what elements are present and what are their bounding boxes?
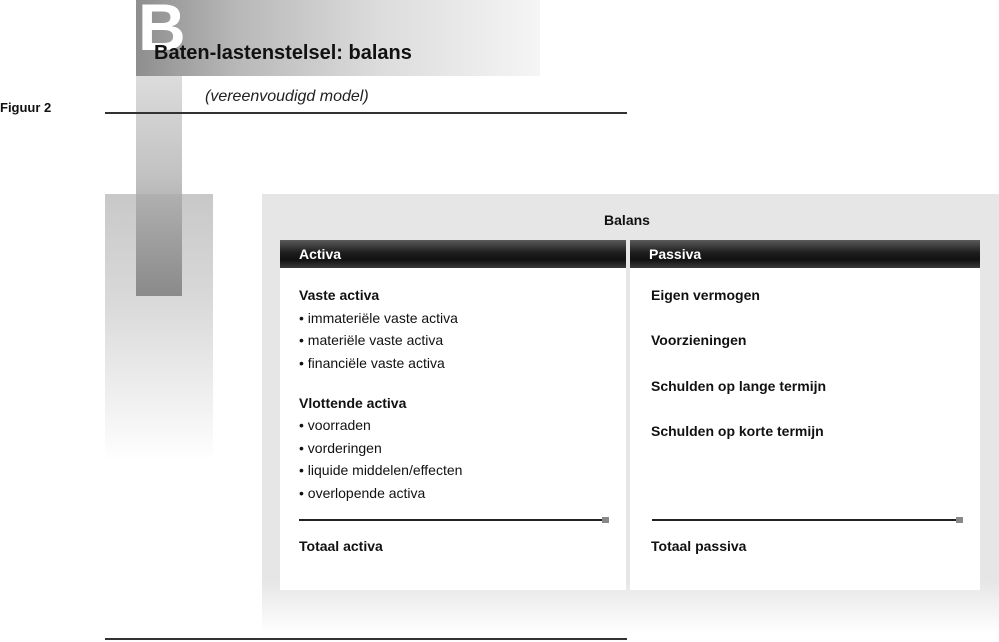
top-divider [105, 112, 627, 114]
passiva-item-voorzieningen: Voorzieningen [651, 332, 747, 348]
list-item: • immateriële vaste activa [299, 310, 458, 326]
total-rule-end [956, 517, 963, 523]
passiva-item-lange-termijn: Schulden op lange termijn [651, 378, 827, 394]
total-activa: Totaal activa [299, 538, 383, 554]
list-item: • materiële vaste activa [299, 332, 444, 348]
figure-label: Figuur 2 [0, 100, 52, 115]
total-rule [299, 519, 603, 521]
list-item: • financiële vaste activa [299, 355, 445, 371]
list-item: • liquide middelen/effecten [299, 462, 463, 478]
page-subtitle: (vereenvoudigd model) [205, 88, 369, 105]
passiva-column [630, 240, 980, 590]
passiva-item-korte-termijn: Schulden op korte termijn [651, 423, 824, 439]
passiva-item-eigen-vermogen: Eigen vermogen [651, 287, 760, 303]
passiva-header: Passiva [630, 240, 980, 268]
list-item: • voorraden [299, 417, 371, 433]
total-rule-end [602, 517, 609, 523]
section-heading-vaste-activa: Vaste activa [299, 287, 380, 303]
activa-header: Activa [280, 240, 626, 268]
bottom-divider [105, 638, 627, 640]
total-passiva: Totaal passiva [651, 538, 747, 554]
list-item: • vorderingen [299, 440, 382, 456]
section-heading-vlottende-activa: Vlottende activa [299, 395, 407, 411]
chapter-letter: B [138, 0, 186, 64]
page-title: Baten-lastenstelsel: balans [154, 42, 412, 64]
vertical-grey-bar-lower [136, 194, 182, 296]
total-rule [652, 519, 957, 521]
balance-title: Balans [604, 212, 650, 228]
activa-column [280, 240, 626, 590]
list-item: • overlopende activa [299, 485, 426, 501]
